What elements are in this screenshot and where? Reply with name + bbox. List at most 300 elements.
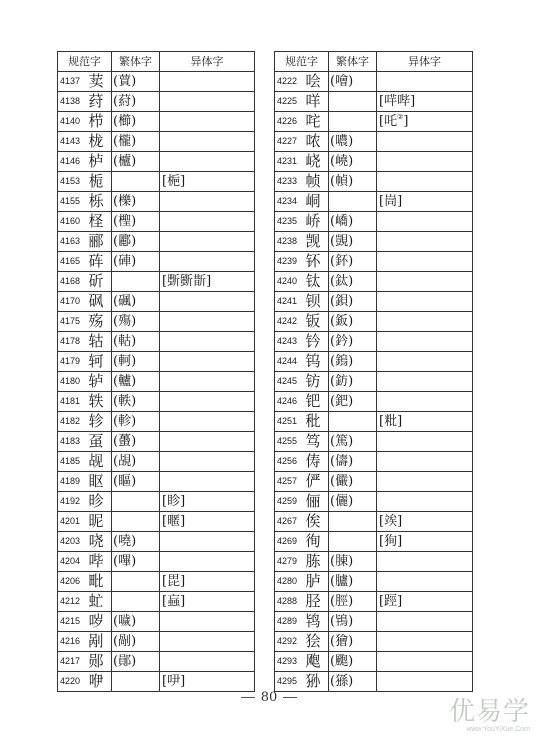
traditional-character: (轤) (112, 372, 160, 392)
character-number: 4146 (58, 152, 87, 172)
variant-character (377, 372, 473, 392)
character-number: 4243 (275, 332, 304, 352)
character-number: 4160 (58, 212, 87, 232)
traditional-character (329, 192, 377, 212)
table-row (275, 492, 473, 512)
variant-character (377, 272, 473, 292)
character-number: 4246 (275, 392, 304, 412)
table-row (275, 572, 473, 592)
variant-character (377, 452, 473, 472)
table-row (275, 232, 473, 252)
variant-character (377, 132, 473, 152)
standard-character: 俪 (304, 492, 329, 512)
standard-character: 虻 (87, 592, 112, 612)
standard-character: 哙 (304, 72, 329, 92)
variant-character (377, 172, 473, 192)
variant-character: [竢] (377, 512, 473, 532)
table-row (275, 452, 473, 472)
traditional-character: (颮) (329, 652, 377, 672)
table-row (58, 632, 255, 652)
variant-character (160, 412, 255, 432)
traditional-character: (脛) (329, 592, 377, 612)
character-number: 4222 (275, 72, 304, 92)
traditional-character: (覘) (112, 452, 160, 472)
traditional-character: (鄖) (112, 652, 160, 672)
character-number: 4256 (275, 452, 304, 472)
standard-character: 俟 (304, 512, 329, 532)
character-number: 4163 (58, 232, 87, 252)
character-number: 4185 (58, 452, 87, 472)
header-traditional: 繁体字 (112, 52, 160, 72)
traditional-character: (鴇) (329, 612, 377, 632)
character-number: 4244 (275, 352, 304, 372)
table-row (58, 652, 255, 672)
variant-character (377, 632, 473, 652)
variant-superscript: ② (397, 113, 404, 121)
character-number: 4293 (275, 652, 304, 672)
variant-character (160, 72, 255, 92)
variant-character: [毘] (160, 572, 255, 592)
standard-character: 昣 (87, 492, 112, 512)
standard-character: 虿 (87, 432, 112, 452)
standard-character: 轱 (87, 332, 112, 352)
table-row (275, 312, 473, 332)
standard-character: 哝 (304, 132, 329, 152)
right-header-row (275, 52, 473, 72)
table-row (58, 372, 255, 392)
table-row (275, 292, 473, 312)
variant-character (160, 612, 255, 632)
standard-character: 栌 (87, 152, 112, 172)
character-number: 4189 (58, 472, 87, 492)
character-number: 4259 (275, 492, 304, 512)
standard-character: 钫 (304, 372, 329, 392)
standard-character: 栊 (87, 132, 112, 152)
standard-character: 郧 (87, 652, 112, 672)
table-row (58, 552, 255, 572)
traditional-character: (櫛) (112, 112, 160, 132)
traditional-character: (鋇) (329, 292, 377, 312)
variant-character (377, 152, 473, 172)
standard-character: 轸 (87, 412, 112, 432)
character-number: 4180 (58, 372, 87, 392)
variant-character (160, 452, 255, 472)
standard-character: 钚 (304, 252, 329, 272)
header-traditional: 繁体字 (329, 52, 377, 72)
traditional-character: (噥) (329, 132, 377, 152)
table-row (58, 472, 255, 492)
table-row (58, 92, 255, 112)
traditional-character (329, 412, 377, 432)
traditional-character (329, 92, 377, 112)
standard-character: 峤 (304, 212, 329, 232)
variant-character (160, 432, 255, 452)
watermark-url: www.YouYiXue.Com (466, 726, 530, 733)
standard-character: 钤 (304, 332, 329, 352)
traditional-character: (鎢) (329, 352, 377, 372)
character-number: 4170 (58, 292, 87, 312)
table-row (58, 572, 255, 592)
table-row (275, 532, 473, 552)
variant-character (160, 532, 255, 552)
standard-character: 峣 (304, 152, 329, 172)
standard-character: 觇 (87, 452, 112, 472)
traditional-character: (獪) (329, 632, 377, 652)
traditional-character: (幀) (329, 172, 377, 192)
standard-character: 鸨 (304, 612, 329, 632)
table-row (58, 492, 255, 512)
table-row (58, 532, 255, 552)
standard-character: 栉 (87, 112, 112, 132)
traditional-character: (嘵) (112, 532, 160, 552)
variant-character (377, 72, 473, 92)
variant-character (160, 292, 255, 312)
table-row (58, 132, 255, 152)
standard-character: 咤 (304, 112, 329, 132)
variant-character (160, 232, 255, 252)
standard-character: 胪 (304, 572, 329, 592)
traditional-character: (櫨) (112, 152, 160, 172)
table-row (58, 352, 255, 372)
character-number: 4241 (275, 292, 304, 312)
standard-character: 俨 (304, 472, 329, 492)
traditional-character: (覬) (329, 232, 377, 252)
variant-character (160, 212, 255, 232)
standard-character: 咩 (304, 92, 329, 112)
character-number: 4201 (58, 512, 87, 532)
header-standard: 规范字 (275, 52, 329, 72)
character-number: 4279 (275, 552, 304, 572)
table-row (58, 332, 255, 352)
traditional-character: (鈦) (329, 272, 377, 292)
variant-character: [眕] (160, 492, 255, 512)
standard-character: 俦 (304, 452, 329, 472)
traditional-character: (軲) (112, 332, 160, 352)
character-number: 4181 (58, 392, 87, 412)
variant-character (377, 652, 473, 672)
standard-character: 狲 (304, 672, 329, 692)
traditional-character: (嗶) (112, 552, 160, 572)
traditional-character: (葤) (112, 92, 160, 112)
character-number: 4137 (58, 72, 87, 92)
variant-character: [哶哔] (377, 92, 473, 112)
character-number: 4220 (58, 672, 87, 692)
character-number: 4240 (275, 272, 304, 292)
character-number: 4212 (58, 592, 87, 612)
variant-character (377, 312, 473, 332)
variant-character (160, 192, 255, 212)
character-number: 4231 (275, 152, 304, 172)
character-number: 4233 (275, 172, 304, 192)
table-row (58, 592, 255, 612)
variant-character (377, 472, 473, 492)
table-row (58, 152, 255, 172)
standard-character: 狯 (304, 632, 329, 652)
character-number: 4204 (58, 552, 87, 572)
traditional-character (329, 512, 377, 532)
page-number: 80 (260, 690, 278, 705)
variant-character (160, 472, 255, 492)
character-number: 4179 (58, 352, 87, 372)
watermark (449, 698, 530, 734)
traditional-character: (瞘) (112, 472, 160, 492)
variant-character: [梔] (160, 172, 255, 192)
traditional-character: (碸) (112, 292, 160, 312)
standard-character: 哓 (87, 532, 112, 552)
table-row (58, 612, 255, 632)
character-number: 4255 (275, 432, 304, 452)
character-number: 4183 (58, 432, 87, 452)
traditional-character: (殤) (112, 312, 160, 332)
standard-character: 荬 (87, 72, 112, 92)
standard-character: 砜 (87, 292, 112, 312)
variant-character (160, 372, 255, 392)
variant-character (377, 332, 473, 352)
table-row (275, 92, 473, 112)
variant-character (160, 332, 255, 352)
traditional-character (329, 532, 377, 552)
variant-character (160, 652, 255, 672)
standard-character: 飑 (304, 652, 329, 672)
traditional-character: (噦) (112, 612, 160, 632)
variant-character (160, 552, 255, 572)
traditional-character: (腖) (329, 552, 377, 572)
standard-character: 咿 (87, 672, 112, 692)
variant-character (160, 252, 255, 272)
variant-character (160, 152, 255, 172)
traditional-character (112, 572, 160, 592)
character-number: 4182 (58, 412, 87, 432)
table-row (58, 512, 255, 532)
traditional-character (329, 112, 377, 132)
variant-character (377, 672, 473, 692)
variant-character (377, 552, 473, 572)
standard-character: 殇 (87, 312, 112, 332)
standard-character: 徇 (304, 532, 329, 552)
standard-character: 剐 (87, 632, 112, 652)
table-row (58, 432, 255, 452)
traditional-character: (篤) (329, 432, 377, 452)
character-number: 4227 (275, 132, 304, 152)
traditional-character: (噲) (329, 72, 377, 92)
table-row (275, 152, 473, 172)
variant-character (377, 432, 473, 452)
standard-character: 秕 (304, 412, 329, 432)
traditional-character: (蠆) (112, 432, 160, 452)
table-row (275, 652, 473, 672)
character-number: 4235 (275, 212, 304, 232)
standard-character: 胨 (304, 552, 329, 572)
character-number: 4225 (275, 92, 304, 112)
right-character-table (274, 51, 473, 692)
character-number: 4242 (275, 312, 304, 332)
variant-character: [峝] (377, 192, 473, 212)
traditional-character: (嶢) (329, 152, 377, 172)
table-row (275, 252, 473, 272)
standard-character: 钯 (304, 392, 329, 412)
traditional-character: (儼) (329, 472, 377, 492)
standard-character: 哔 (87, 552, 112, 572)
traditional-character: (酈) (112, 232, 160, 252)
standard-character: 峒 (304, 192, 329, 212)
traditional-character (112, 512, 160, 532)
standard-character: 荮 (87, 92, 112, 112)
character-number: 4289 (275, 612, 304, 632)
table-row (275, 512, 473, 532)
character-number: 4269 (275, 532, 304, 552)
variant-closing-bracket: ] (403, 114, 409, 129)
left-header-row (58, 52, 255, 72)
header-variant: 异体字 (377, 52, 473, 72)
standard-character: 钛 (304, 272, 329, 292)
traditional-character: (櫟) (112, 192, 160, 212)
character-number: 4217 (58, 652, 87, 672)
standard-character: 轲 (87, 352, 112, 372)
variant-character: [吒②] (377, 112, 473, 132)
table-row (58, 192, 255, 212)
table-row (275, 672, 473, 692)
character-number: 4153 (58, 172, 87, 192)
table-row (275, 332, 473, 352)
character-number: 4138 (58, 92, 87, 112)
traditional-character: (硨) (112, 252, 160, 272)
traditional-character: (蕒) (112, 72, 160, 92)
character-number: 4280 (275, 572, 304, 592)
variant-character: [暱] (160, 512, 255, 532)
character-number: 4251 (275, 412, 304, 432)
table-row (58, 272, 255, 292)
standard-character: 帧 (304, 172, 329, 192)
character-number: 4245 (275, 372, 304, 392)
variant-character (377, 352, 473, 372)
standard-character: 柽 (87, 212, 112, 232)
character-number: 4140 (58, 112, 87, 132)
variant-character (160, 112, 255, 132)
variant-character (377, 492, 473, 512)
variant-character: [狥] (377, 532, 473, 552)
standard-character: 觊 (304, 232, 329, 252)
table-row (58, 212, 255, 232)
traditional-character: (鈐) (329, 332, 377, 352)
character-number: 4216 (58, 632, 87, 652)
standard-character: 毗 (87, 572, 112, 592)
standard-character: 砗 (87, 252, 112, 272)
table-row (275, 272, 473, 292)
table-row (275, 352, 473, 372)
footer-dash-right (283, 697, 297, 698)
table-row (58, 172, 255, 192)
traditional-character: (剮) (112, 632, 160, 652)
standard-character: 栀 (87, 172, 112, 192)
variant-character (377, 612, 473, 632)
traditional-character: (鈈) (329, 252, 377, 272)
character-number: 4178 (58, 332, 87, 352)
header-standard: 规范字 (58, 52, 112, 72)
variant-character (377, 252, 473, 272)
table-row (58, 392, 255, 412)
table-row (275, 72, 473, 92)
left-character-table (57, 51, 255, 692)
table-row (58, 412, 255, 432)
traditional-character: (鈀) (329, 392, 377, 412)
standard-character: 栎 (87, 192, 112, 212)
variant-character (377, 392, 473, 412)
traditional-character: (軫) (112, 412, 160, 432)
traditional-character: (猻) (329, 672, 377, 692)
variant-character (377, 292, 473, 312)
standard-character: 哕 (87, 612, 112, 632)
variant-character (377, 232, 473, 252)
variant-character: [吚] (160, 672, 255, 692)
traditional-character: (嶠) (329, 212, 377, 232)
traditional-character: (儷) (329, 492, 377, 512)
table-row (275, 592, 473, 612)
table-row (275, 172, 473, 192)
traditional-character: (檉) (112, 212, 160, 232)
traditional-character (112, 592, 160, 612)
traditional-character: (鈁) (329, 372, 377, 392)
table-row (275, 392, 473, 412)
character-number: 4238 (275, 232, 304, 252)
variant-character: [踁] (377, 592, 473, 612)
standard-character: 胫 (304, 592, 329, 612)
standard-character: 昵 (87, 512, 112, 532)
watermark-logo: 优易学 (448, 697, 530, 727)
character-number: 4288 (275, 592, 304, 612)
traditional-character: (儔) (329, 452, 377, 472)
standard-character: 笃 (304, 432, 329, 452)
character-number: 4226 (275, 112, 304, 132)
standard-character: 郦 (87, 232, 112, 252)
traditional-character: (軼) (112, 392, 160, 412)
table-row (275, 412, 473, 432)
table-row (58, 252, 255, 272)
table-row (275, 472, 473, 492)
standard-character: 眍 (87, 472, 112, 492)
variant-character (377, 212, 473, 232)
variant-character (160, 392, 255, 412)
standard-character: 钣 (304, 312, 329, 332)
table-row (58, 292, 255, 312)
character-number: 4175 (58, 312, 87, 332)
table-row (275, 372, 473, 392)
footer-dash-left (241, 697, 255, 698)
table-row (58, 72, 255, 92)
traditional-character (112, 172, 160, 192)
standard-character: 轶 (87, 392, 112, 412)
table-row (275, 632, 473, 652)
character-number: 4215 (58, 612, 87, 632)
variant-character: [斲斵斮] (160, 272, 255, 292)
table-row (58, 312, 255, 332)
character-number: 4257 (275, 472, 304, 492)
variant-character (160, 312, 255, 332)
character-number: 4192 (58, 492, 87, 512)
table-row (275, 112, 473, 132)
traditional-character (112, 492, 160, 512)
standard-character: 钨 (304, 352, 329, 372)
variant-character (160, 632, 255, 652)
standard-character: 轳 (87, 372, 112, 392)
character-number: 4267 (275, 512, 304, 532)
traditional-character: (櫳) (112, 132, 160, 152)
character-number: 4143 (58, 132, 87, 152)
table-row (58, 232, 255, 252)
header-variant: 异体字 (160, 52, 255, 72)
table-row (275, 212, 473, 232)
table-row (58, 112, 255, 132)
standard-character: 斫 (87, 272, 112, 292)
